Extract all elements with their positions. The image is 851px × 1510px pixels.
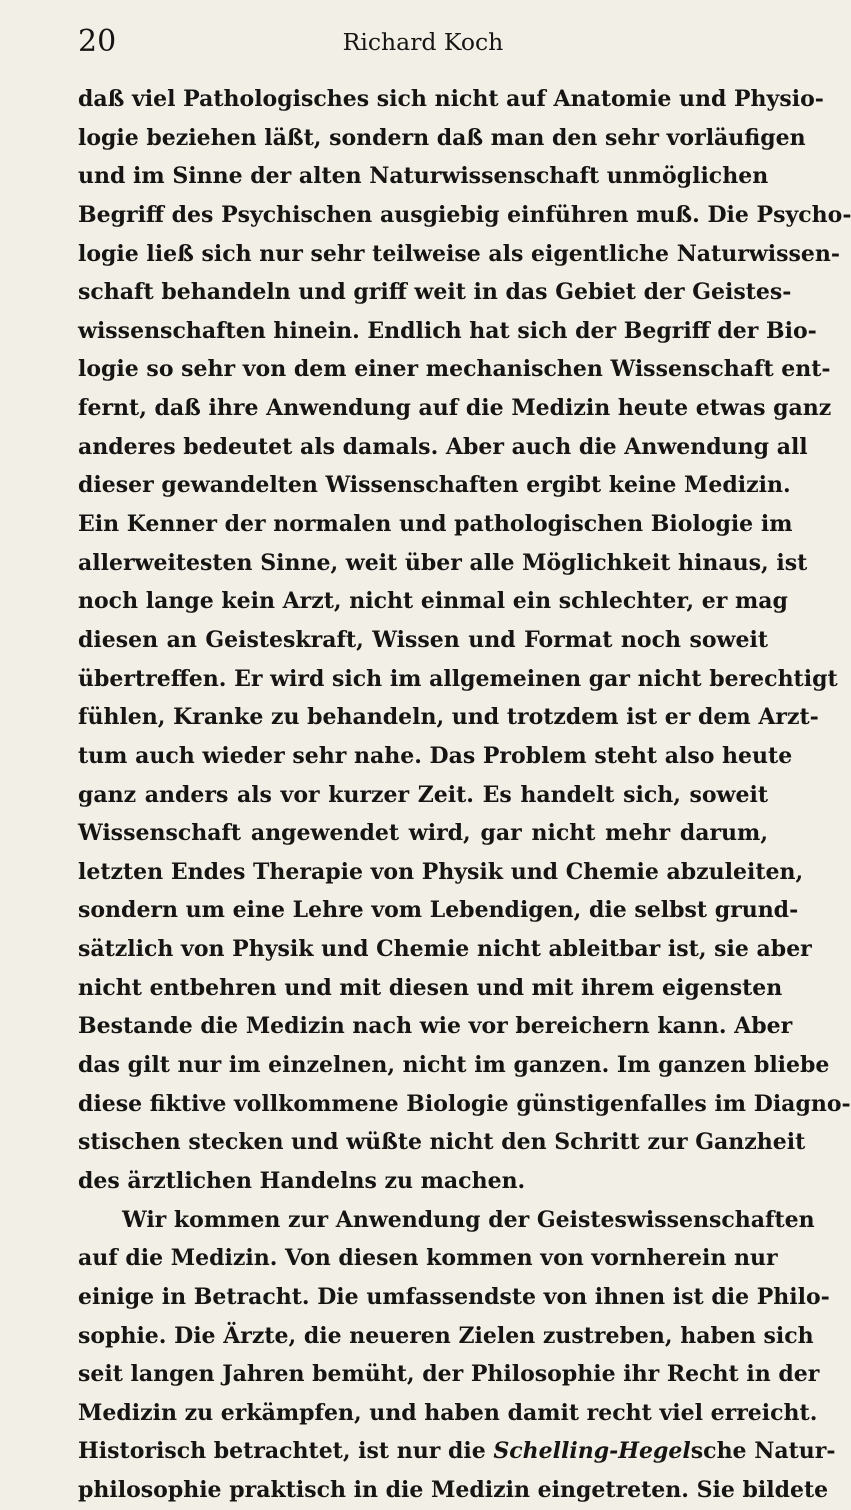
- text-line: allerweitesten Sinne, weit über alle Möglichkeit hinaus, ist: [78, 549, 808, 576]
- page-number: 20: [78, 24, 117, 59]
- text-line: auf die Medizin. Von diesen kommen von vornherein nur: [78, 1245, 778, 1272]
- text-line: schaft behandeln und griff weit in das Gebiet der Geistes-: [78, 279, 792, 306]
- text-line: noch lange kein Arzt, nicht einmal ein schlechter, er mag: [78, 588, 788, 615]
- running-head: Richard Koch: [342, 28, 504, 56]
- text-line: fühlen, Kranke zu behandeln, und trotzdem ist er dem Arzt-: [78, 704, 819, 731]
- text-line: Ein Kenner der normalen und pathologischen Biologie im: [78, 511, 793, 538]
- text-line: stischen stecken und wüßte nicht den Schritt zur Ganzheit: [78, 1129, 806, 1156]
- text-line: nicht entbehren und mit diesen und mit ihrem eigensten: [78, 974, 783, 1001]
- text-line: dieser gewandelten Wissenschaften ergibt keine Medizin.: [78, 472, 791, 499]
- text-line: des ärztlichen Handelns zu machen.: [78, 1167, 526, 1194]
- text-line: Bestande die Medizin nach wie vor bereichern kann. Aber: [78, 1013, 793, 1040]
- text-line-mixed: [78, 1432, 836, 1471]
- page-header: [78, 22, 768, 62]
- text-line: logie beziehen läßt, sondern daß man den sehr vorläufigen: [78, 124, 806, 151]
- text-line: sätzlich von Physik und Chemie nicht ableitbar ist, sie aber: [78, 936, 812, 963]
- text-line: seit langen Jahren bemüht, der Philosophie ihr Recht in der: [78, 1361, 820, 1388]
- text-line: diesen an Geisteskraft, Wissen und Format noch soweit: [78, 626, 768, 653]
- text-line: Begriff des Psychischen ausgiebig einführen muß. Die Psycho-: [78, 201, 851, 228]
- text-line: sophie. Die Ärzte, die neueren Zielen zustreben, haben sich: [78, 1322, 814, 1349]
- text-line: Wir kommen zur Anwendung der Geisteswissenschaften: [122, 1206, 815, 1233]
- text-line: Medizin zu erkämpfen, und haben damit recht viel erreicht.: [78, 1399, 818, 1426]
- text-line: ganz anders als vor kurzer Zeit. Es handelt sich, soweit: [78, 781, 768, 808]
- text-line: anderes bedeutet als damals. Aber auch die Anwendung all: [78, 433, 808, 460]
- text-line: tum auch wieder sehr nahe. Das Problem steht also heute: [78, 742, 793, 769]
- text-line: philosophie praktisch in die Medizin eingetreten. Sie bildete: [78, 1477, 829, 1504]
- text-line: Wissenschaft angewendet wird, gar nicht mehr darum,: [78, 820, 768, 847]
- body-text: [78, 80, 851, 1510]
- text-segment: sche Natur-: [690, 1438, 836, 1465]
- text-line: daß viel Pathologisches sich nicht auf Anatomie und Physio-: [78, 86, 824, 112]
- text-line: fernt, daß ihre Anwendung auf die Medizin heute etwas ganz: [78, 395, 832, 422]
- text-line: einige in Betracht. Die umfassendste von ihnen ist die Philo-: [78, 1283, 830, 1310]
- text-line: wissenschaften hinein. Endlich hat sich der Begriff der Bio-: [78, 317, 817, 344]
- text-line: diese fiktive vollkommene Biologie günstigenfalles im Diagno-: [78, 1090, 851, 1117]
- text-line: logie so sehr von dem einer mechanischen Wissenschaft ent-: [78, 356, 831, 383]
- text-line: und im Sinne der alten Naturwissenschaft unmöglichen: [78, 163, 769, 190]
- text-line: logie ließ sich nur sehr teilweise als eigentliche Naturwissen-: [78, 240, 840, 267]
- text-segment: Historisch betrachtet, ist nur die: [78, 1438, 486, 1465]
- text-line: übertreffen. Er wird sich im allgemeinen gar nicht berechtigt: [78, 665, 838, 692]
- text-line: das gilt nur im einzelnen, nicht im ganzen. Im ganzen bliebe: [78, 1052, 830, 1079]
- italic-name: Schelling-Hegel: [493, 1438, 691, 1465]
- text-line: letzten Endes Therapie von Physik und Chemie abzuleiten,: [78, 858, 804, 885]
- text-line: sondern um eine Lehre vom Lebendigen, die selbst grund-: [78, 897, 799, 924]
